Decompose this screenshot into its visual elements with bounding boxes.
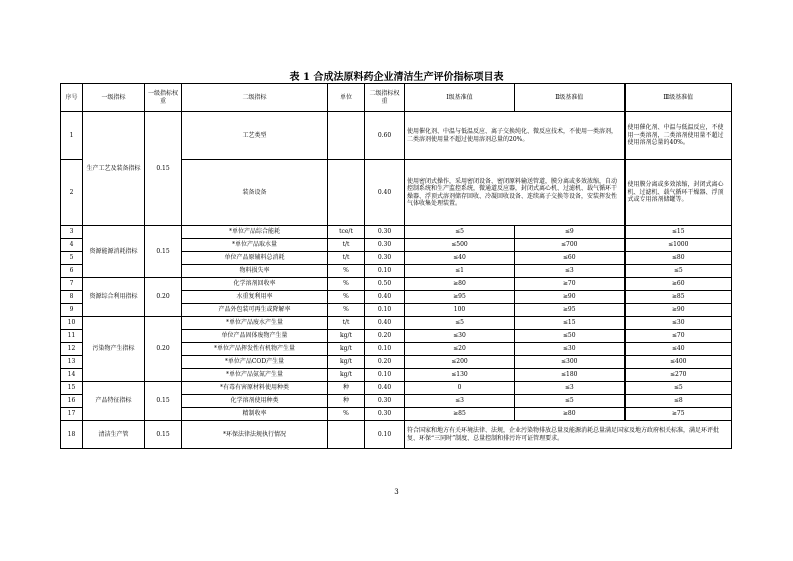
level-1-baseline: 100 <box>405 304 515 317</box>
primary-weight: 0.20 <box>145 278 182 317</box>
unit <box>328 421 365 449</box>
row-number: 15 <box>61 382 83 395</box>
primary-weight: 0.15 <box>145 421 182 449</box>
level-3-baseline: ≥85 <box>625 291 732 304</box>
primary-indicator: 产品特征指标 <box>83 382 145 421</box>
secondary-indicator: *单位产品取水量 <box>182 239 328 252</box>
level-2-baseline: ≤30 <box>515 343 625 356</box>
level-2-baseline: ≤3 <box>515 265 625 278</box>
secondary-indicator: *单位产品氨氮产生量 <box>182 369 328 382</box>
secondary-indicator: 装备设备 <box>182 160 328 226</box>
row-number: 14 <box>61 369 83 382</box>
level-3-baseline: ≤70 <box>625 330 732 343</box>
unit: t/t <box>328 252 365 265</box>
level-1-baseline: ≥85 <box>405 408 515 421</box>
secondary-weight: 0.50 <box>365 278 405 291</box>
unit: % <box>328 291 365 304</box>
secondary-indicator: *有毒有害原材料使用种类 <box>182 382 328 395</box>
secondary-weight: 0.20 <box>365 356 405 369</box>
row-number: 4 <box>61 239 83 252</box>
primary-indicator: 生产工艺及装备指标 <box>83 112 145 226</box>
table-row <box>61 382 732 395</box>
level-2-baseline: ≤60 <box>515 252 625 265</box>
unit: 种 <box>328 395 365 408</box>
level-3-baseline: ≤1000 <box>625 239 732 252</box>
secondary-weight: 0.10 <box>365 265 405 278</box>
level-3-baseline: ≥60 <box>625 278 732 291</box>
level-2-baseline: ≤700 <box>515 239 625 252</box>
row-number: 8 <box>61 291 83 304</box>
primary-indicator: 资源能源消耗指标 <box>83 226 145 278</box>
level-2-baseline: ≤180 <box>515 369 625 382</box>
table-row <box>61 112 732 160</box>
unit: % <box>328 265 365 278</box>
secondary-weight: 0.40 <box>365 317 405 330</box>
unit <box>328 112 365 160</box>
secondary-indicator: 单位产品固体废物产生量 <box>182 330 328 343</box>
level-2-baseline: ≤5 <box>515 395 625 408</box>
level-1-baseline: ≤20 <box>405 343 515 356</box>
level-3-baseline: ≤5 <box>625 265 732 278</box>
level-3-baseline: ≤270 <box>625 369 732 382</box>
level-1-baseline: ≥95 <box>405 291 515 304</box>
secondary-weight: 0.30 <box>365 395 405 408</box>
primary-indicator: 资源综合利用指标 <box>83 278 145 317</box>
level-2-baseline: ≥95 <box>515 304 625 317</box>
level-3-baseline: ≤40 <box>625 343 732 356</box>
header-cell: 一级指标 <box>83 84 145 112</box>
unit: kg/t <box>328 343 365 356</box>
unit: % <box>328 408 365 421</box>
secondary-indicator: 物料损失率 <box>182 265 328 278</box>
level-1-baseline: ≤3 <box>405 395 515 408</box>
row-number: 12 <box>61 343 83 356</box>
level-3-baseline: ≥75 <box>625 408 732 421</box>
level-2-baseline: ≥90 <box>515 291 625 304</box>
level-1-baseline: ≤5 <box>405 317 515 330</box>
secondary-indicator: *单位产品废水产生量 <box>182 317 328 330</box>
level-2-baseline: ≤3 <box>515 382 625 395</box>
secondary-weight: 0.40 <box>365 382 405 395</box>
level-1-2-baseline: 使用密闭式操作，采用密闭设备、密闭原料输送管道，膜分离或多效浓缩，自动控制系统和生产监控系统，微通道反应器，封闭式离心机、过滤机、载气循环干燥器、浮顶式溶剂储存回收、冷凝回收设备、连续离子交换等设备，安装挥发性气体收集处理装置。 <box>405 160 625 226</box>
level-3-baseline: ≤5 <box>625 382 732 395</box>
table-row <box>61 421 732 449</box>
page-number: 3 <box>394 488 399 496</box>
secondary-weight: 0.40 <box>365 160 405 226</box>
row-number: 7 <box>61 278 83 291</box>
unit: 种 <box>328 382 365 395</box>
baseline-all-levels: 符合国家和地方有关环境法律、法规，企业污染物排放总量及能源消耗总量满足国家及地方政府相关标准，满足环评批复、环保“三同时”制度、总量控制和排污许可证管理要求。 <box>405 421 732 449</box>
level-3-baseline: ≤30 <box>625 317 732 330</box>
table-row <box>61 317 732 330</box>
secondary-indicator: 水重复利用率 <box>182 291 328 304</box>
header-cell: 序号 <box>61 84 83 112</box>
secondary-indicator: 工艺类型 <box>182 112 328 160</box>
level-2-baseline: ≤50 <box>515 330 625 343</box>
secondary-indicator: *单位产品挥发性有机物产生量 <box>182 343 328 356</box>
level-1-baseline: 0 <box>405 382 515 395</box>
secondary-weight: 0.10 <box>365 369 405 382</box>
secondary-indicator: *单位产品COD产生量 <box>182 356 328 369</box>
primary-indicator: 清洁生产管 <box>83 421 145 449</box>
table-title: 表 1 合成法原料药企业清洁生产评价指标项目表 <box>289 72 504 83</box>
level-1-baseline: ≤1 <box>405 265 515 278</box>
row-number: 10 <box>61 317 83 330</box>
level-1-2-baseline: 使用催化剂、中温与低温反应、离子交换纯化、微反应技术，不使用一类溶剂，二类溶剂使用量不超过使用溶剂总量的20%。 <box>405 112 625 160</box>
level-1-baseline: ≤30 <box>405 330 515 343</box>
header-cell: Ⅲ级基准值 <box>625 84 732 112</box>
secondary-weight: 0.60 <box>365 112 405 160</box>
header-cell: Ⅰ级基准值 <box>405 84 515 112</box>
secondary-indicator: 化学溶剂回收率 <box>182 278 328 291</box>
row-number: 5 <box>61 252 83 265</box>
unit: % <box>328 304 365 317</box>
level-2-baseline: ≤300 <box>515 356 625 369</box>
level-3-baseline: 使用膜分离或多效浓缩，封闭式离心机、过滤机、载气循环干燥器、浮顶式或专用溶剂储罐等。 <box>625 160 732 226</box>
unit: tce/t <box>328 226 365 239</box>
header-cell: 二级指标 <box>182 84 328 112</box>
secondary-weight: 0.30 <box>365 239 405 252</box>
indicator-table <box>60 83 732 449</box>
table-row <box>61 226 732 239</box>
primary-indicator: 污染物产生指标 <box>83 317 145 382</box>
unit <box>328 160 365 226</box>
level-1-baseline: ≤40 <box>405 252 515 265</box>
primary-weight: 0.20 <box>145 317 182 382</box>
secondary-weight: 0.10 <box>365 304 405 317</box>
secondary-indicator: 化学溶剂使用种类 <box>182 395 328 408</box>
secondary-weight: 0.30 <box>365 408 405 421</box>
unit: kg/t <box>328 356 365 369</box>
row-number: 3 <box>61 226 83 239</box>
secondary-indicator: 单位产品原辅料总消耗 <box>182 252 328 265</box>
row-number: 9 <box>61 304 83 317</box>
unit: t/t <box>328 239 365 252</box>
header-cell: 单位 <box>328 84 365 112</box>
level-1-baseline: ≤500 <box>405 239 515 252</box>
level-1-baseline: ≤200 <box>405 356 515 369</box>
unit: kg/t <box>328 330 365 343</box>
secondary-indicator: *环保法律法规执行情况 <box>182 421 328 449</box>
row-number: 2 <box>61 160 83 226</box>
level-2-baseline: ≥80 <box>515 408 625 421</box>
unit: % <box>328 278 365 291</box>
secondary-weight: 0.30 <box>365 252 405 265</box>
header-cell: 二级指标权重 <box>365 84 405 112</box>
level-2-baseline: ≤9 <box>515 226 625 239</box>
level-3-baseline: ≤8 <box>625 395 732 408</box>
level-1-baseline: ≤5 <box>405 226 515 239</box>
secondary-weight: 0.20 <box>365 330 405 343</box>
level-2-baseline: ≥70 <box>515 278 625 291</box>
level-3-baseline: ≥90 <box>625 304 732 317</box>
secondary-indicator: *单位产品综合能耗 <box>182 226 328 239</box>
level-3-baseline: ≤400 <box>625 356 732 369</box>
level-1-baseline: ≤130 <box>405 369 515 382</box>
primary-weight: 0.15 <box>145 382 182 421</box>
row-number: 16 <box>61 395 83 408</box>
primary-weight: 0.15 <box>145 226 182 278</box>
header-row <box>61 84 732 112</box>
secondary-weight: 0.30 <box>365 226 405 239</box>
secondary-indicator: 产品外包装可再生或降解率 <box>182 304 328 317</box>
secondary-indicator: 精制收率 <box>182 408 328 421</box>
level-3-baseline: ≤80 <box>625 252 732 265</box>
level-1-baseline: ≥80 <box>405 278 515 291</box>
secondary-weight: 0.10 <box>365 421 405 449</box>
secondary-weight: 0.40 <box>365 291 405 304</box>
level-3-baseline: ≤15 <box>625 226 732 239</box>
secondary-weight: 0.10 <box>365 343 405 356</box>
row-number: 6 <box>61 265 83 278</box>
row-number: 13 <box>61 356 83 369</box>
row-number: 1 <box>61 112 83 160</box>
level-2-baseline: ≤15 <box>515 317 625 330</box>
unit: t/t <box>328 317 365 330</box>
header-cell: 一级指标权重 <box>145 84 182 112</box>
table-row <box>61 278 732 291</box>
row-number: 17 <box>61 408 83 421</box>
row-number: 11 <box>61 330 83 343</box>
unit: kg/t <box>328 369 365 382</box>
header-cell: Ⅱ级基准值 <box>515 84 625 112</box>
level-3-baseline: 使用催化剂、中温与低温反应，不使用一类溶剂，二类溶剂使用量不超过使用溶剂总量的40%。 <box>625 112 732 160</box>
primary-weight: 0.15 <box>145 112 182 226</box>
row-number: 18 <box>61 421 83 449</box>
